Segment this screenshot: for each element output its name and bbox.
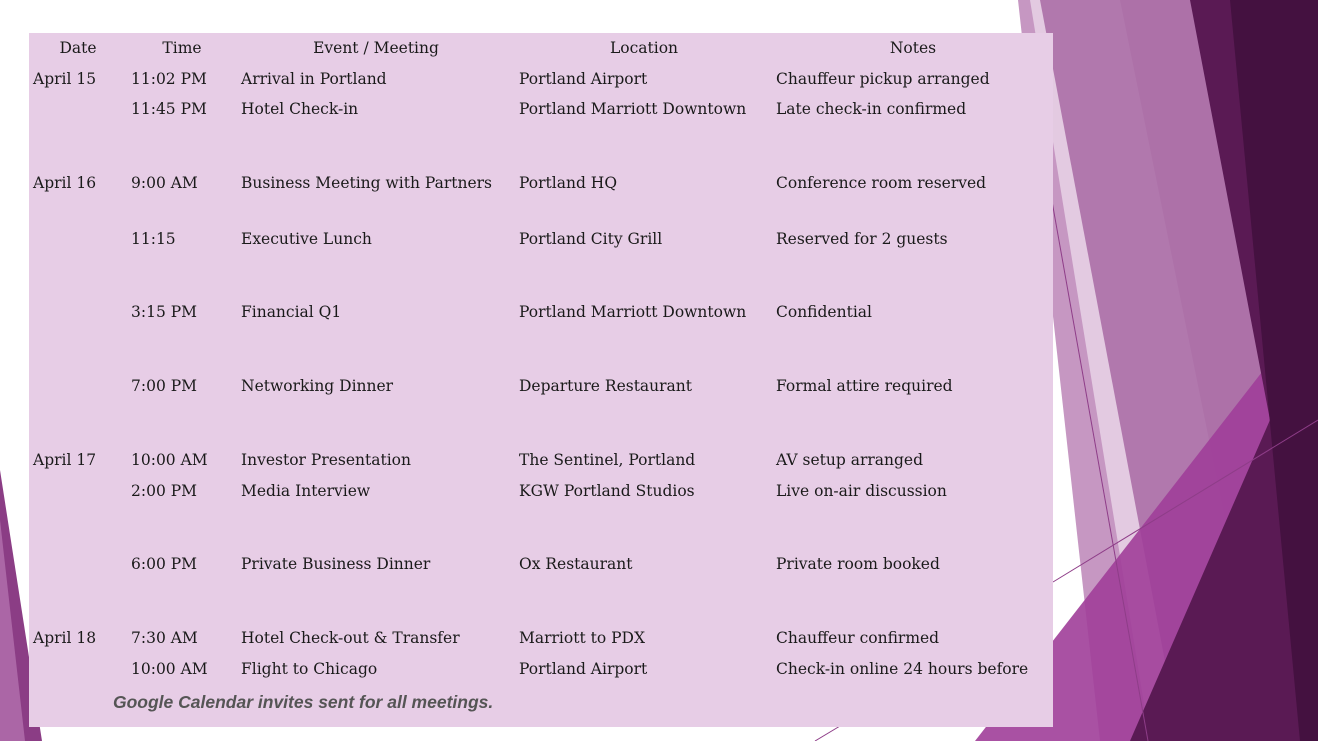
row-date: April 16 (33, 174, 97, 192)
row-notes: AV setup arranged (776, 451, 924, 469)
row-time: 7:00 PM (131, 377, 198, 395)
row-time: 2:00 PM (131, 482, 198, 500)
row-location: Portland Airport (519, 70, 648, 88)
row-location: Departure Restaurant (519, 377, 693, 395)
row-date: April 18 (33, 629, 97, 647)
row-event: Private Business Dinner (241, 555, 431, 573)
row-date: April 17 (33, 451, 97, 469)
row-location: The Sentinel, Portland (519, 451, 696, 469)
row-notes: Reserved for 2 guests (776, 230, 948, 248)
header-time: Time (162, 39, 202, 57)
row-time: 11:02 PM (131, 70, 207, 88)
row-event: Investor Presentation (241, 451, 411, 469)
row-time: 11:15 (131, 230, 176, 248)
row-location: Portland Marriott Downtown (519, 303, 747, 321)
row-location: KGW Portland Studios (519, 482, 695, 500)
row-event: Hotel Check-in (241, 100, 359, 118)
row-location: Portland Airport (519, 660, 648, 678)
row-location: Ox Restaurant (519, 555, 633, 573)
row-notes: Late check-in confirmed (776, 100, 967, 118)
footnote: Google Calendar invites sent for all meetings. (113, 692, 494, 712)
row-notes: Formal attire required (776, 377, 953, 395)
header-date: Date (59, 39, 97, 57)
row-notes: Private room booked (776, 555, 940, 573)
row-location: Portland HQ (519, 174, 618, 192)
row-location: Marriott to PDX (519, 629, 645, 647)
row-time: 9:00 AM (131, 174, 198, 192)
row-event: Executive Lunch (241, 230, 372, 248)
row-notes: Chauffeur confirmed (776, 629, 940, 647)
row-notes: Chauffeur pickup arranged (776, 70, 990, 88)
row-time: 6:00 PM (131, 555, 198, 573)
row-notes: Confidential (776, 303, 872, 321)
row-event: Hotel Check-out & Transfer (241, 629, 460, 647)
row-event: Arrival in Portland (241, 70, 387, 88)
row-event: Flight to Chicago (241, 660, 378, 678)
row-event: Business Meeting with Partners (241, 174, 493, 192)
row-time: 7:30 AM (131, 629, 198, 647)
row-event: Networking Dinner (241, 377, 394, 395)
schedule-table (29, 33, 1053, 727)
row-time: 11:45 PM (131, 100, 207, 118)
row-notes: Conference room reserved (776, 174, 987, 192)
row-notes: Live on-air discussion (776, 482, 947, 500)
row-notes: Check-in online 24 hours before (776, 660, 1029, 678)
row-event: Financial Q1 (241, 303, 342, 321)
row-location: Portland City Grill (519, 230, 663, 248)
row-time: 10:00 AM (131, 660, 208, 678)
row-location: Portland Marriott Downtown (519, 100, 747, 118)
header-notes: Notes (889, 39, 937, 57)
row-time: 3:15 PM (131, 303, 198, 321)
row-time: 10:00 AM (131, 451, 208, 469)
header-location: Location (609, 39, 679, 57)
row-event: Media Interview (241, 482, 371, 500)
header-event: Event / Meeting (313, 39, 439, 57)
row-date: April 15 (33, 70, 97, 88)
